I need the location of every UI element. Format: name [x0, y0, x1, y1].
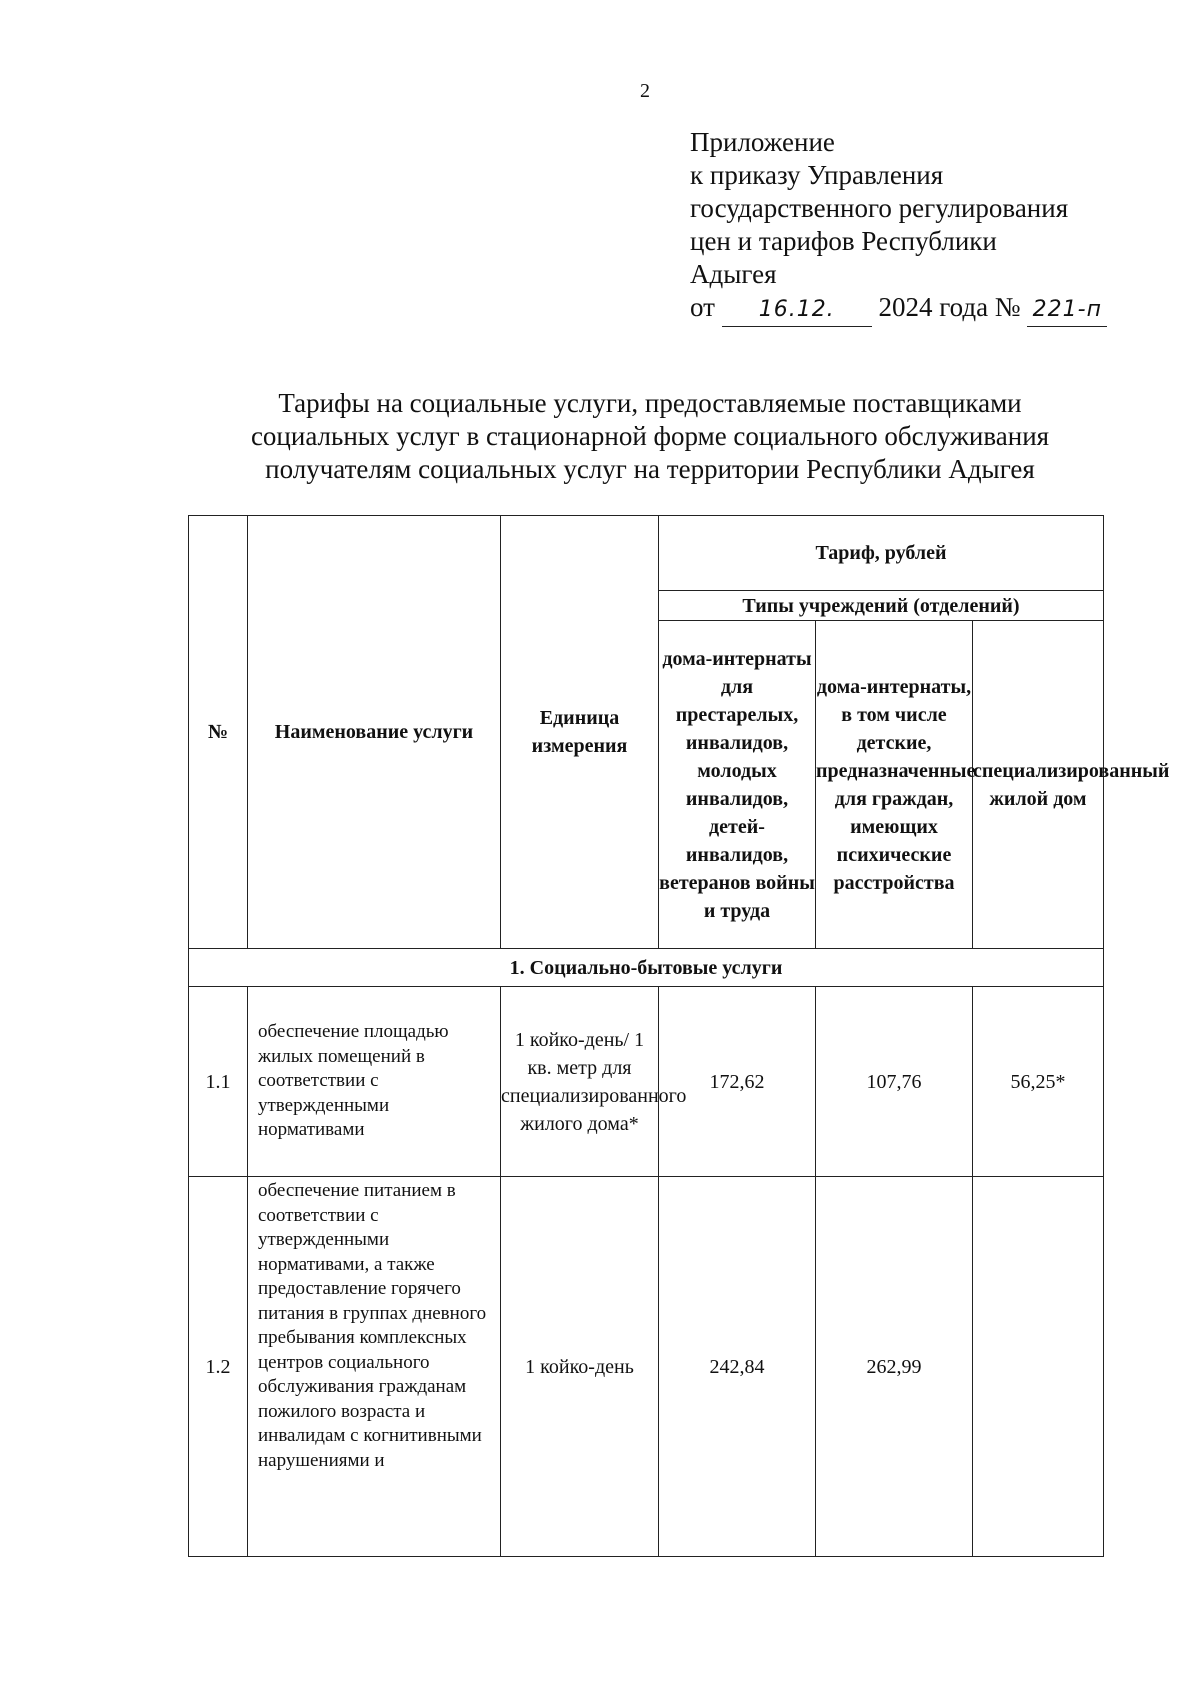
table-row	[189, 1177, 1104, 1557]
appendix-date-line	[690, 291, 1170, 327]
year-text: 2024 года №	[878, 292, 1021, 322]
tariff-value: 242,84	[659, 1177, 816, 1557]
tariff-value: 172,62	[659, 987, 816, 1177]
tariff-value: 262,99	[816, 1177, 973, 1557]
page-number: 2	[640, 80, 650, 102]
tariff-value: 107,76	[816, 987, 973, 1177]
section-heading: 1. Социально-бытовые услуги	[189, 949, 1104, 987]
row-number: 1.1	[189, 987, 248, 1177]
header-institution-types: Типы учреждений (отделений)	[659, 591, 1104, 621]
unit-of-measure: 1 койко-день/ 1 кв. метр для специализированного жилого дома*	[501, 987, 659, 1177]
appendix-line: Приложение	[690, 127, 835, 157]
row-number: 1.2	[189, 1177, 248, 1557]
tariff-value	[973, 1177, 1104, 1557]
header-type-nursing-homes: дома-интернаты для престарелых, инвалидов, молодых инвалидов, детей-инвалидов, ветеранов войны и труда	[659, 621, 816, 949]
header-tariff: Тариф, рублей	[659, 516, 1104, 591]
tariff-value: 56,25*	[973, 987, 1104, 1177]
appendix-line: Адыгея	[690, 259, 777, 289]
title-line: Тарифы на социальные услуги, предоставляемые поставщиками	[278, 388, 1022, 418]
appendix-block	[690, 126, 1170, 327]
title-line: получателям социальных услуг на территории Республики Адыгея	[265, 454, 1035, 484]
header-name: Наименование услуги	[248, 516, 501, 949]
table-row	[189, 987, 1104, 1177]
date-prefix: от	[690, 292, 715, 322]
header-unit: Единица измерения	[501, 516, 659, 949]
document-title	[150, 387, 1150, 486]
service-name: обеспечение питанием в соответствии с утвержденными нормативами, а также предоставление горячего питания в группах дневного пребывания комплексных центров социального обслуживания гражданам пожилого возраста и инвалидам с когнитивными нарушениями и	[248, 1177, 501, 1557]
handwritten-date: 16.12.	[722, 293, 872, 327]
appendix-line: цен и тарифов Республики	[690, 226, 997, 256]
title-line: социальных услуг в стационарной форме социального обслуживания	[250, 421, 1050, 451]
appendix-line: к приказу Управления	[690, 160, 944, 190]
service-name: обеспечение площадью жилых помещений в соответствии с утвержденными нормативами	[248, 987, 501, 1177]
appendix-line: государственного регулирования	[690, 193, 1069, 223]
tariffs-table	[188, 515, 1170, 1557]
header-no: №	[189, 516, 248, 949]
unit-of-measure: 1 койко-день	[501, 1177, 659, 1557]
handwritten-number: 221-п	[1027, 293, 1107, 327]
header-type-specialized-house: специализированный жилой дом	[973, 621, 1104, 949]
header-type-psychiatric-homes: дома-интернаты, в том числе детские, предназначенные для граждан, имеющих психические расстройства	[816, 621, 973, 949]
